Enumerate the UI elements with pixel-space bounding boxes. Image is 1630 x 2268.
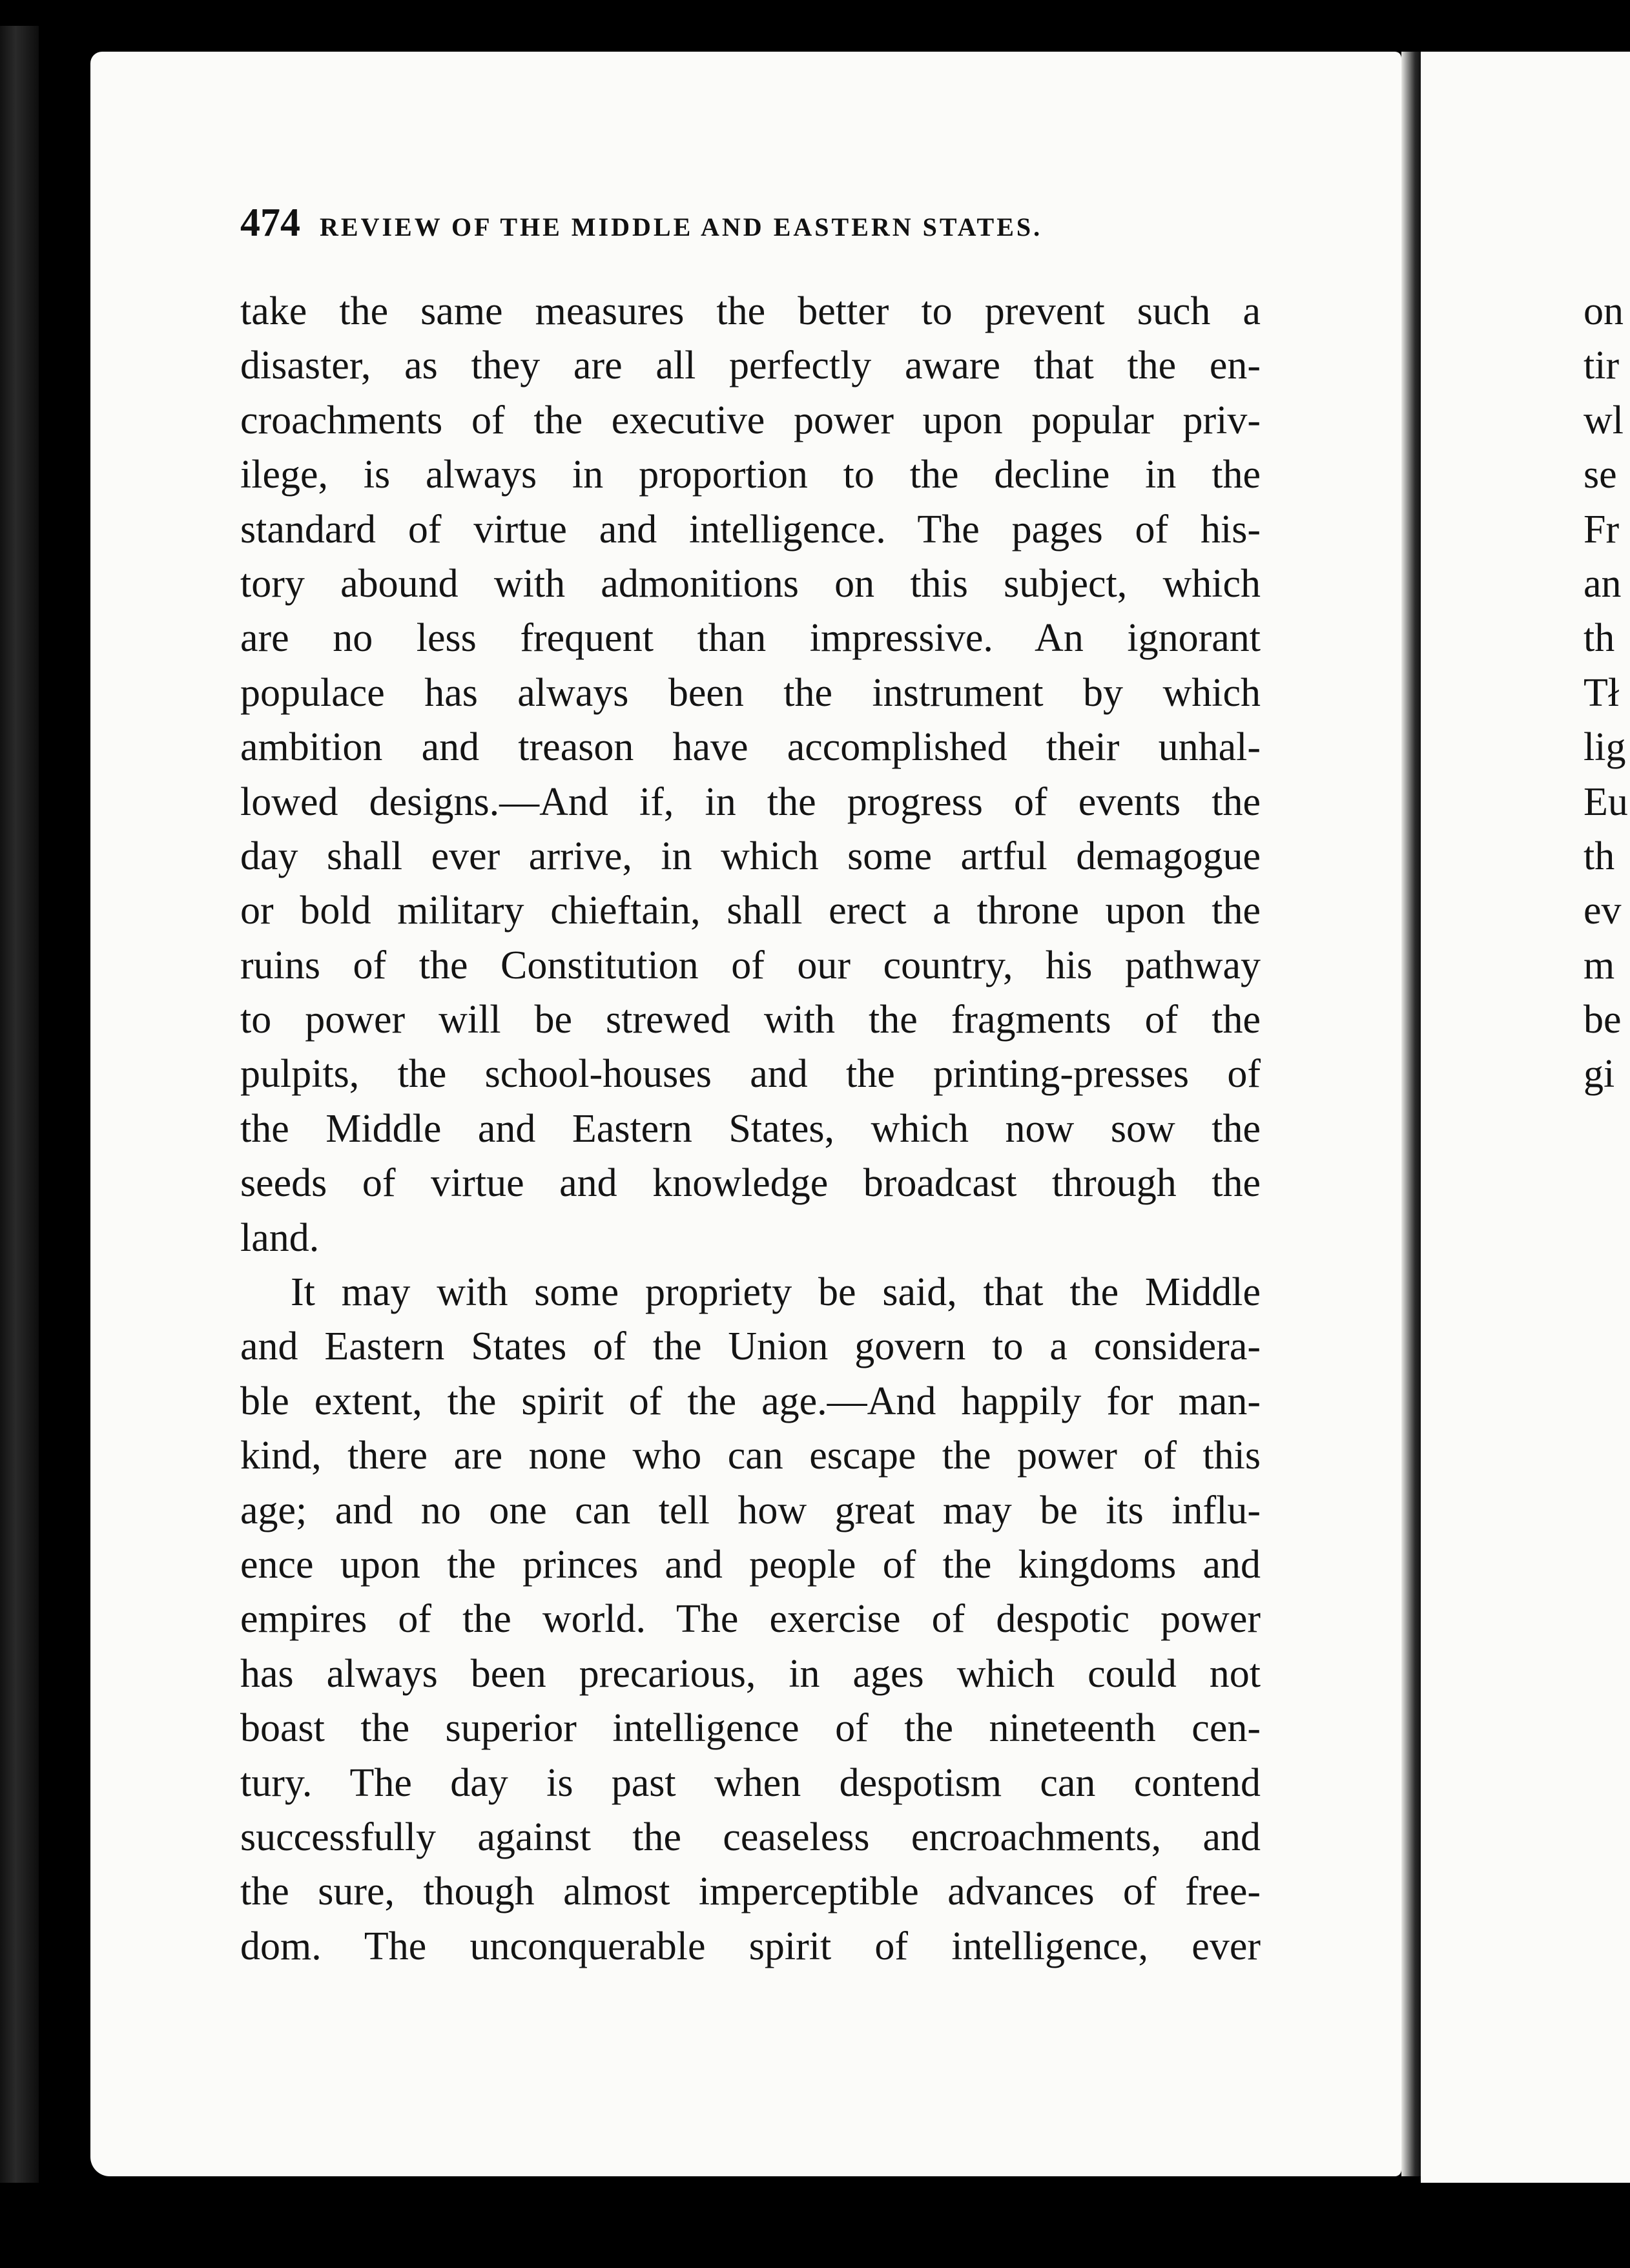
text-line: the Middle and Eastern States, which now sow the [240,1106,1261,1151]
facing-page-fragment: wl [1584,398,1624,442]
facing-page-fragment: lig [1584,725,1626,770]
text-line: It may with some propriety be said, that the Middle [291,1270,1261,1315]
text-line: populace has always been the instrument by which [240,670,1261,715]
text-line: seeds of virtue and knowledge broadcast through the [240,1161,1261,1206]
page-body [240,284,1261,1974]
text-line: boast the superior intelligence of the nineteenth cen- [240,1706,1261,1751]
text-line: tory abound with admonitions on this subject, which [240,561,1261,606]
text-line: disaster, as they are all perfectly aware that the en- [240,344,1261,388]
scan-border [0,2183,1630,2268]
text-line: ilege, is always in proportion to the decline in the [240,453,1261,497]
facing-page-fragment: m [1584,943,1615,987]
text-line: are no less frequent than impressive. An ignorant [240,616,1261,661]
text-line: successfully against the ceaseless encroachments, and [240,1815,1261,1859]
facing-page-fragment: Fr [1584,507,1620,552]
facing-page-fragment: gi [1584,1052,1615,1097]
text-line: tury. The day is past when despotism can contend [240,1760,1261,1805]
text-line: standard of virtue and intelligence. The pages of his- [240,507,1261,552]
text-line: take the same measures the better to prevent such a [240,289,1261,333]
text-line: day shall ever arrive, in which some artful demagogue [240,834,1261,878]
text-line: pulpits, the school-houses and the printing-presses of [240,1052,1261,1097]
facing-page-fragment: be [1584,998,1622,1042]
facing-page-fragment: an [1584,561,1622,606]
facing-page-fragment: se [1584,453,1617,497]
facing-page-fragment: Tł [1584,670,1620,715]
text-line: has always been precarious, in ages which could not [240,1651,1261,1696]
text-line: ble extent, the spirit of the age.—And happily for man- [240,1379,1261,1423]
book-edge [0,26,39,2234]
text-line: ence upon the princes and people of the kingdoms and [240,1542,1261,1587]
facing-page-fragment: th [1584,834,1615,878]
text-line: age; and no one can tell how great may be its influ- [240,1488,1261,1532]
facing-page-fragment: tir [1584,344,1620,388]
text-line: the sure, though almost imperceptible advances of free- [240,1870,1261,1914]
text-line: to power will be strewed with the fragments of the [240,998,1261,1042]
page-number: 474 [240,201,300,245]
text-line: croachments of the executive power upon popular priv- [240,398,1261,442]
facing-page-fragment: ev [1584,889,1622,933]
facing-page-fragment: th [1584,616,1615,661]
running-head: REVIEW OF THE MIDDLE AND EASTERN STATES. [320,212,1043,242]
text-line: ruins of the Constitution of our country, his pathway [240,943,1261,987]
paragraph-2 [240,1265,1261,1974]
facing-page-fragment: on [1584,289,1624,333]
page-header [240,200,1267,246]
text-line: or bold military chieftain, shall erect a throne upon the [240,889,1261,933]
text-line: land. [240,1215,320,1260]
text-line: lowed designs.—And if, in the progress of events the [240,779,1261,824]
page-gutter [1401,52,1421,2176]
paragraph-1 [240,284,1261,1265]
text-line: ambition and treason have accomplished their unhal- [240,725,1261,770]
facing-page-fragment: Eu [1584,779,1628,824]
text-line: kind, there are none who can escape the power of this [240,1434,1261,1478]
text-line: dom. The unconquerable spirit of intelligence, ever [240,1924,1261,1968]
text-line: and Eastern States of the Union govern to a considera- [240,1325,1261,1369]
text-line: empires of the world. The exercise of despotic power [240,1597,1261,1642]
facing-page-text [1584,284,1630,1102]
